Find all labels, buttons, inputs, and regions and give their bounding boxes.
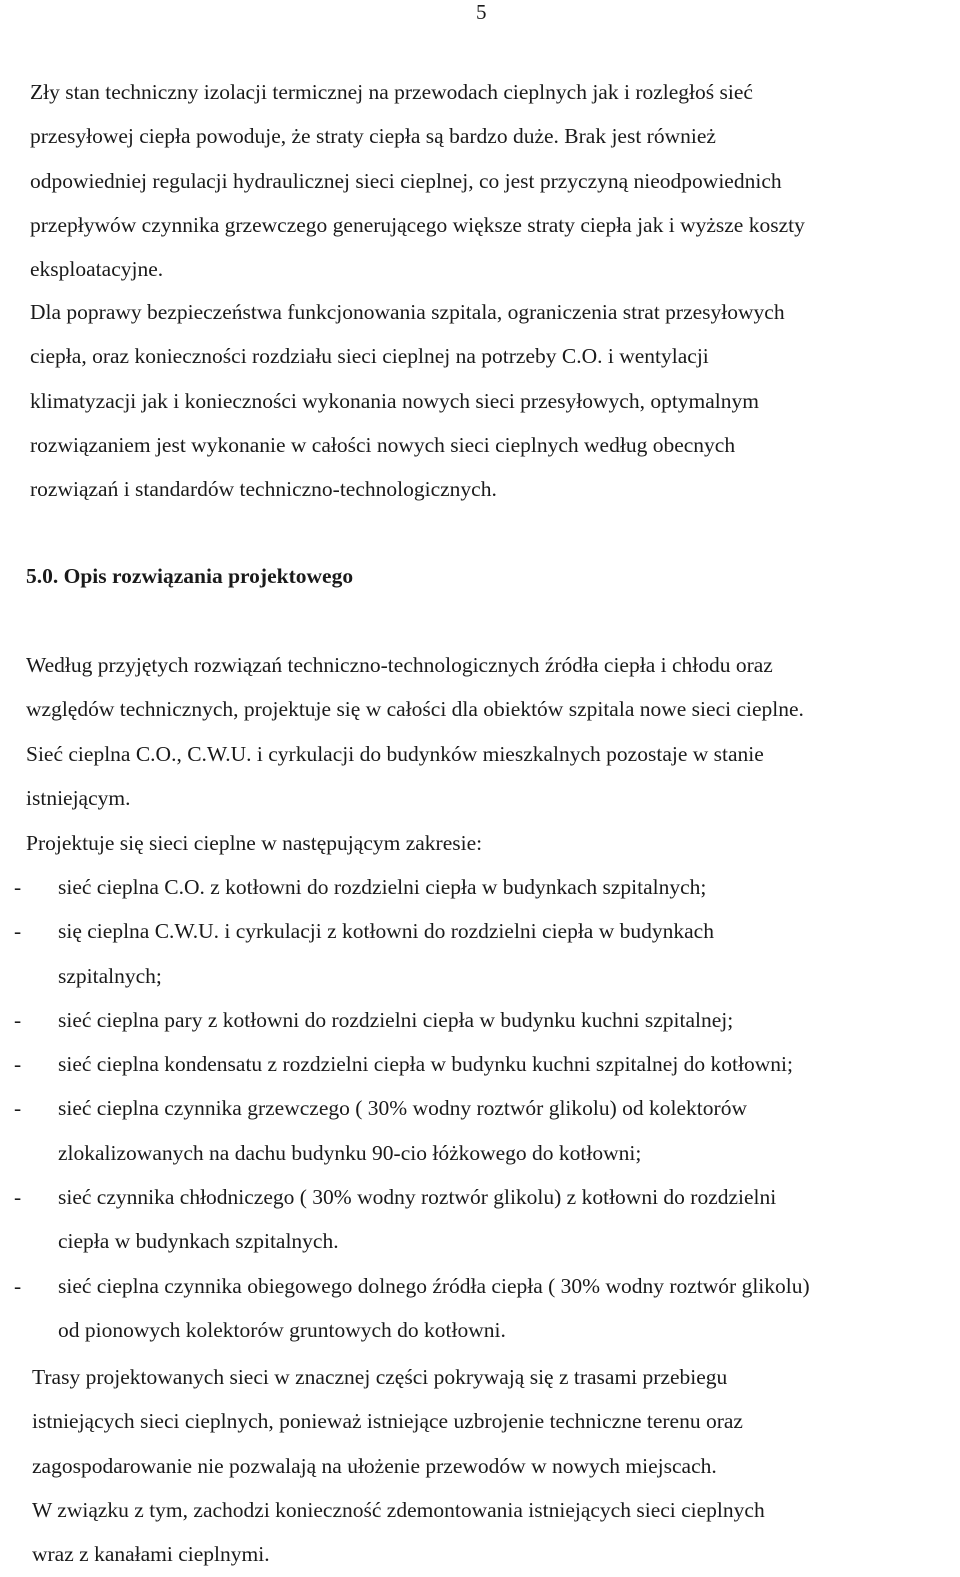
- list-item-line: ciepła w budynkach szpitalnych.: [58, 1229, 339, 1254]
- list-item: [14, 1264, 960, 1353]
- section-heading: 5.0. Opis rozwiązania projektowego: [26, 564, 354, 588]
- paragraph-line: przesyłowej ciepła powoduje, że straty ciepła są bardzo duże. Brak jest również: [30, 124, 716, 149]
- paragraph-line: Trasy projektowanych sieci w znacznej części pokrywają się z trasami przebiegu: [32, 1365, 728, 1389]
- bullet-dash: -: [14, 1052, 22, 1077]
- paragraph-line: ciepła, oraz konieczności rozdziału sieci cieplnej na potrzeby C.O. i wentylacji: [30, 344, 709, 369]
- list-item: [14, 1175, 960, 1264]
- list-item-line: szpitalnych;: [58, 963, 162, 988]
- bullet-dash: -: [14, 1273, 22, 1298]
- paragraph-line: rozwiązaniem jest wykonanie w całości nowych sieci cieplnych według obecnych: [30, 432, 736, 457]
- list-item-line: się cieplna C.W.U. i cyrkulacji z kotłowni do rozdzielni ciepła w budynkach: [58, 919, 714, 944]
- paragraph-line: eksploatacyjne.: [30, 257, 164, 282]
- list-item-line: zlokalizowanych na dachu budynku 90-cio łóżkowego do kotłowni;: [58, 1140, 642, 1165]
- list-item-line: sieć czynnika chłodniczego ( 30% wodny roztwór glikolu) z kotłowni do rozdzielni: [58, 1185, 777, 1210]
- paragraph-line: W związku z tym, zachodzi konieczność zdemontowania istniejących sieci cieplnych: [32, 1498, 765, 1522]
- paragraph-line: wraz z kanałami cieplnymi.: [32, 1542, 270, 1567]
- list-item-line: sieć cieplna czynnika obiegowego dolnego źródła ciepła ( 30% wodny roztwór glikolu): [58, 1273, 810, 1298]
- bullet-dash: -: [14, 919, 22, 944]
- list-item-line: od pionowych kolektorów gruntowych do kotłowni.: [58, 1317, 506, 1342]
- paragraph-line: istniejącym.: [26, 785, 131, 810]
- paragraph-scope-intro: Projektuje się sieci cieplne w następującym zakresie:: [26, 831, 483, 855]
- bullet-dash: -: [14, 1007, 22, 1032]
- paragraph-heat-losses: [30, 70, 960, 291]
- list-item-line: sieć cieplna czynnika grzewczego ( 30% wodny roztwór glikolu) od kolektorów: [58, 1096, 747, 1121]
- paragraph-routes: [32, 1355, 960, 1488]
- paragraph-safety: [30, 290, 960, 511]
- scope-list: [14, 865, 960, 1352]
- paragraph-dismantling: [32, 1488, 960, 1577]
- paragraph-line: odpowiedniej regulacji hydraulicznej sieci cieplnej, co jest przyczyną nieodpowiednich: [30, 168, 782, 193]
- bullet-dash: -: [14, 1185, 22, 1210]
- list-item: [14, 865, 960, 909]
- page-number: 5: [476, 0, 487, 24]
- paragraph-line: względów technicznych, projektuje się w całości dla obiektów szpitala nowe sieci cieplne.: [26, 697, 804, 722]
- paragraph-line: rozwiązań i standardów techniczno-technologicznych.: [30, 477, 497, 502]
- list-item: [14, 998, 960, 1042]
- list-item-line: sieć cieplna pary z kotłowni do rozdzielni ciepła w budynku kuchni szpitalnej;: [58, 1007, 734, 1032]
- paragraph-line: Dla poprawy bezpieczeństwa funkcjonowania szpitala, ograniczenia strat przesyłowych: [30, 300, 785, 324]
- list-item: [14, 909, 960, 998]
- paragraph-line: zagospodarowanie nie pozwalają na ułożenie przewodów w nowych miejscach.: [32, 1453, 717, 1478]
- paragraph-design-solution: [26, 643, 960, 820]
- paragraph-line: Sieć cieplna C.O., C.W.U. i cyrkulacji do budynków mieszkalnych pozostaje w stanie: [26, 741, 764, 766]
- paragraph-line: Zły stan techniczny izolacji termicznej na przewodach cieplnych jak i rozległoś sieć: [30, 80, 753, 104]
- paragraph-line: Według przyjętych rozwiązań techniczno-technologicznych źródła ciepła i chłodu oraz: [26, 653, 773, 677]
- list-item-line: sieć cieplna kondensatu z rozdzielni ciepła w budynku kuchni szpitalnej do kotłowni;: [58, 1052, 793, 1077]
- bullet-dash: -: [14, 1096, 22, 1121]
- list-item: [14, 1086, 960, 1175]
- paragraph-line: klimatyzacji jak i konieczności wykonania nowych sieci przesyłowych, optymalnym: [30, 388, 760, 413]
- paragraph-line: przepływów czynnika grzewczego generującego większe straty ciepła jak i wyższe koszty: [30, 212, 805, 237]
- list-item-line: sieć cieplna C.O. z kotłowni do rozdzielni ciepła w budynkach szpitalnych;: [58, 875, 707, 899]
- list-item: [14, 1042, 960, 1086]
- paragraph-line: istniejących sieci cieplnych, ponieważ istniejące uzbrojenie techniczne terenu oraz: [32, 1409, 743, 1434]
- bullet-dash: -: [14, 875, 22, 899]
